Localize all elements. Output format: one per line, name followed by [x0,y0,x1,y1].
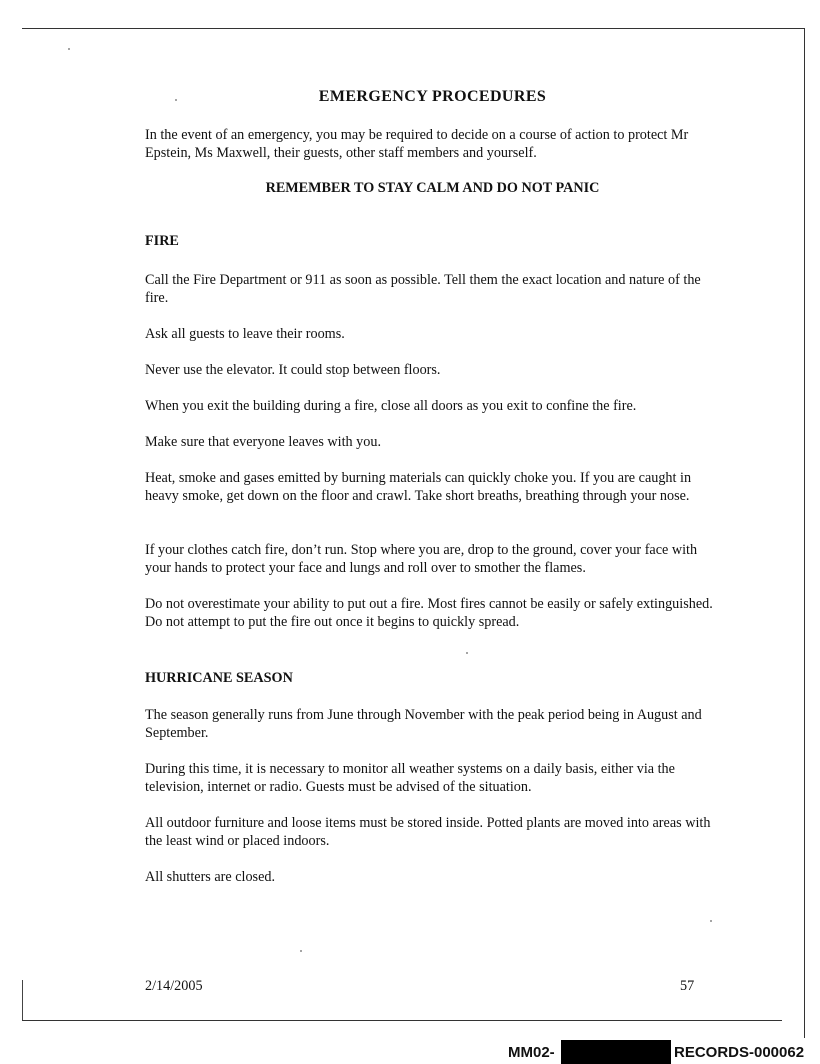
fire-paragraph: Make sure that everyone leaves with you. [145,434,381,450]
intro-paragraph: In the event of an emergency, you may be required to decide on a course of action to protect Mr Epstein, Ms Maxwell, their guests, other staff members and yourself. [145,127,689,161]
hurricane-paragraph: All outdoor furniture and loose items must be stored inside. Potted plants are moved into areas with the least wind or placed indoors. [145,815,711,849]
hurricane-paragraph: During this time, it is necessary to monitor all weather systems on a daily basis, either via the television, internet or radio. Guests must be advised of the situation. [145,761,675,795]
document-title: EMERGENCY PROCEDURES [318,88,547,105]
fire-paragraph: Heat, smoke and gases emitted by burning materials can quickly choke you. If you are caught in heavy smoke, get down on the floor and crawl. Take short breaths, breathing through your nose. [145,470,692,504]
bates-stamp [0,1040,820,1064]
scan-speck [68,48,70,50]
reminder-banner: REMEMBER TO STAY CALM AND DO NOT PANIC [265,180,600,196]
fire-paragraph: Ask all guests to leave their rooms. [145,326,345,342]
hurricane-paragraph: The season generally runs from June through November with the peak period being in August and September. [145,707,702,741]
page-border-right [804,28,805,1038]
fire-paragraph: When you exit the building during a fire, close all doors as you exit to confine the fire. [145,398,637,414]
fire-paragraph: If your clothes catch fire, don’t run. Stop where you are, drop to the ground, cover your face with your hands to protect your face and lungs and roll over to smother the flames. [145,542,698,576]
page-border-bottom [22,1020,782,1021]
bates-number: RECORDS-000062 [674,1044,805,1061]
scan-speck [710,920,712,922]
section-heading-fire: FIRE [145,233,179,249]
bates-prefix: MM02- [508,1044,555,1061]
section-heading-hurricane: HURRICANE SEASON [145,670,293,686]
scan-speck [300,950,302,952]
page-border-left [22,980,23,1020]
page-border-top [22,28,804,29]
hurricane-paragraph: All shutters are closed. [145,869,276,885]
redaction-block [561,1040,671,1064]
footer-date: 2/14/2005 [145,978,203,994]
page-number: 57 [680,978,695,994]
fire-paragraph: Call the Fire Department or 911 as soon as possible. Tell them the exact location and nature of the fire. [145,272,701,306]
scan-speck [466,652,468,654]
fire-paragraph: Do not overestimate your ability to put out a fire. Most fires cannot be easily or safely extinguished. Do not attempt to put the fire out once it begins to quickly spread. [145,596,713,630]
fire-paragraph: Never use the elevator. It could stop between floors. [145,362,441,378]
